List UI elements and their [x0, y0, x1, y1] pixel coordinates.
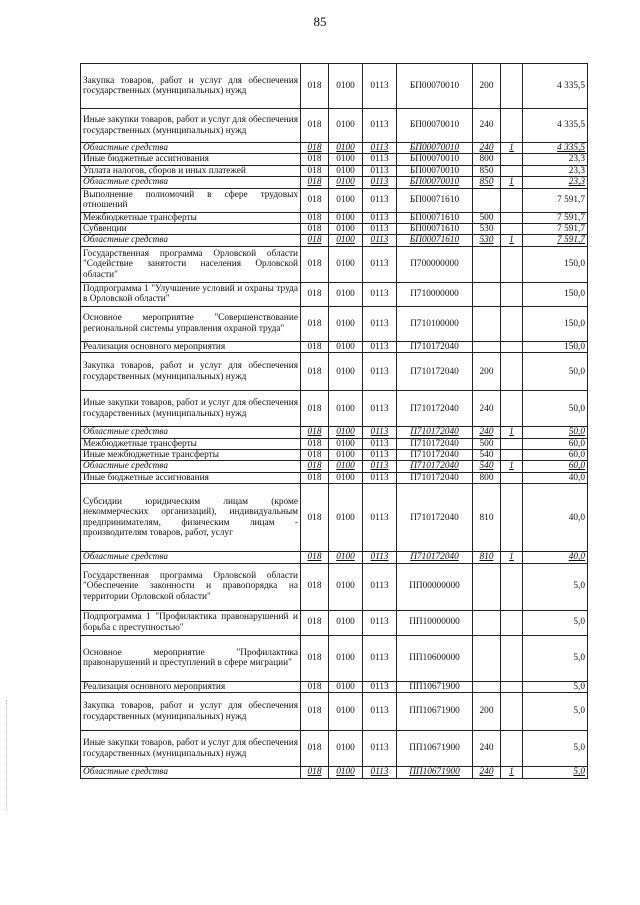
ministry-code-cell: 018	[301, 472, 329, 483]
amount-cell: 40,0	[523, 552, 588, 563]
section-code-cell: 0100	[329, 610, 363, 635]
row-name-cell: Основное мероприятие "Совершенствование региональной системы управления охраной труда"	[81, 306, 301, 341]
subsection-code-cell: 0113	[363, 154, 397, 165]
target-article-cell: ПП10671900	[397, 693, 473, 731]
target-article-cell: П710172040	[397, 341, 473, 352]
section-code-cell: 0100	[329, 212, 363, 223]
target-article-cell: ПП10600000	[397, 635, 473, 681]
section-code-cell: 0100	[329, 552, 363, 563]
subsection-code-cell: 0113	[363, 246, 397, 282]
funding-source-cell: 1	[501, 552, 523, 563]
target-article-cell: БП00071610	[397, 235, 473, 246]
funding-source-cell	[501, 563, 523, 610]
target-article-cell: П710172040	[397, 461, 473, 472]
table-row	[81, 484, 588, 552]
target-article-cell: БП00071610	[397, 212, 473, 223]
target-article-cell: П710100000	[397, 306, 473, 341]
target-article-cell: П710000000	[397, 282, 473, 306]
subsection-code-cell: 0113	[363, 767, 397, 778]
table-row	[81, 450, 588, 461]
table-row	[81, 188, 588, 212]
ministry-code-cell: 018	[301, 681, 329, 692]
amount-cell: 23,3	[523, 165, 588, 176]
table-row	[81, 353, 588, 391]
table-row	[81, 731, 588, 767]
subsection-code-cell: 0113	[363, 427, 397, 438]
funding-source-cell: 1	[501, 143, 523, 154]
ministry-code-cell: 018	[301, 282, 329, 306]
funding-source-cell	[501, 450, 523, 461]
section-code-cell: 0100	[329, 235, 363, 246]
ministry-code-cell: 018	[301, 484, 329, 552]
ministry-code-cell: 018	[301, 246, 329, 282]
expense-type-cell: 240	[473, 109, 501, 143]
amount-cell: 50,0	[523, 391, 588, 427]
row-name-cell: Областные средства	[81, 552, 301, 563]
table-row	[81, 235, 588, 246]
row-name-cell: Закупка товаров, работ и услуг для обеспечения государственных (муниципальных) нужд	[81, 693, 301, 731]
section-code-cell: 0100	[329, 341, 363, 352]
target-article-cell: БП00070010	[397, 64, 473, 109]
ministry-code-cell: 018	[301, 610, 329, 635]
table-row	[81, 246, 588, 282]
section-code-cell: 0100	[329, 306, 363, 341]
funding-source-cell: 1	[501, 767, 523, 778]
amount-cell: 7 591,7	[523, 235, 588, 246]
row-name-cell: Государственная программа Орловской области "Обеспечение законности и правопорядка на территории Орловской области"	[81, 563, 301, 610]
row-name-cell: Уплата налогов, сборов и иных платежей	[81, 165, 301, 176]
row-name-cell: Областные средства	[81, 177, 301, 188]
target-article-cell: ПП10671900	[397, 767, 473, 778]
section-code-cell: 0100	[329, 635, 363, 681]
row-name-cell: Межбюджетные трансферты	[81, 438, 301, 449]
section-code-cell: 0100	[329, 246, 363, 282]
target-article-cell: П710172040	[397, 472, 473, 483]
ministry-code-cell: 018	[301, 177, 329, 188]
row-name-cell: Государственная программа Орловской области "Содействие занятости населения Орловской области"	[81, 246, 301, 282]
expense-type-cell	[473, 563, 501, 610]
row-name-cell: Областные средства	[81, 143, 301, 154]
table-row	[81, 391, 588, 427]
expense-type-cell: 240	[473, 767, 501, 778]
expense-type-cell: 810	[473, 484, 501, 552]
amount-cell: 40,0	[523, 472, 588, 483]
section-code-cell: 0100	[329, 484, 363, 552]
funding-source-cell	[501, 610, 523, 635]
subsection-code-cell: 0113	[363, 731, 397, 767]
expense-type-cell	[473, 188, 501, 212]
section-code-cell: 0100	[329, 391, 363, 427]
funding-source-cell	[501, 353, 523, 391]
amount-cell: 5,0	[523, 767, 588, 778]
section-code-cell: 0100	[329, 461, 363, 472]
subsection-code-cell: 0113	[363, 165, 397, 176]
section-code-cell: 0100	[329, 109, 363, 143]
subsection-code-cell: 0113	[363, 235, 397, 246]
funding-source-cell	[501, 341, 523, 352]
expense-type-cell: 800	[473, 472, 501, 483]
section-code-cell: 0100	[329, 165, 363, 176]
amount-cell: 23,3	[523, 154, 588, 165]
target-article-cell: БП00070010	[397, 177, 473, 188]
row-name-cell: Подпрограмма 1 "Улучшение условий и охраны труда в Орловской области"	[81, 282, 301, 306]
expense-type-cell: 540	[473, 461, 501, 472]
funding-source-cell	[501, 212, 523, 223]
row-name-cell: Основное мероприятие "Профилактика правонарушений и преступлений в сфере миграции"	[81, 635, 301, 681]
row-name-cell: Иные закупки товаров, работ и услуг для обеспечения государственных (муниципальных) нужд	[81, 109, 301, 143]
expense-type-cell: 500	[473, 438, 501, 449]
funding-source-cell	[501, 282, 523, 306]
section-code-cell: 0100	[329, 563, 363, 610]
subsection-code-cell: 0113	[363, 461, 397, 472]
table-row	[81, 563, 588, 610]
amount-cell: 40,0	[523, 484, 588, 552]
table-row	[81, 109, 588, 143]
subsection-code-cell: 0113	[363, 109, 397, 143]
amount-cell: 23,3	[523, 177, 588, 188]
row-name-cell: Выполнение полномочий в сфере трудовых отношений	[81, 188, 301, 212]
row-name-cell: Межбюджетные трансферты	[81, 212, 301, 223]
amount-cell: 5,0	[523, 731, 588, 767]
subsection-code-cell: 0113	[363, 391, 397, 427]
target-article-cell: ПП10671900	[397, 681, 473, 692]
amount-cell: 150,0	[523, 341, 588, 352]
ministry-code-cell: 018	[301, 427, 329, 438]
ministry-code-cell: 018	[301, 154, 329, 165]
ministry-code-cell: 018	[301, 188, 329, 212]
expense-type-cell	[473, 282, 501, 306]
target-article-cell: П710172040	[397, 484, 473, 552]
funding-source-cell	[501, 109, 523, 143]
row-name-cell: Реализация основного мероприятия	[81, 341, 301, 352]
row-name-cell: Иные межбюджетные трансферты	[81, 450, 301, 461]
expense-type-cell: 240	[473, 427, 501, 438]
table-row	[81, 154, 588, 165]
amount-cell: 5,0	[523, 563, 588, 610]
ministry-code-cell: 018	[301, 235, 329, 246]
expense-type-cell	[473, 610, 501, 635]
subsection-code-cell: 0113	[363, 438, 397, 449]
amount-cell: 4 335,5	[523, 143, 588, 154]
table-row	[81, 472, 588, 483]
subsection-code-cell: 0113	[363, 282, 397, 306]
section-code-cell: 0100	[329, 188, 363, 212]
budget-table	[80, 63, 588, 779]
subsection-code-cell: 0113	[363, 143, 397, 154]
row-name-cell: Закупка товаров, работ и услуг для обеспечения государственных (муниципальных) нужд	[81, 64, 301, 109]
target-article-cell: П710172040	[397, 353, 473, 391]
expense-type-cell: 200	[473, 353, 501, 391]
row-name-cell: Закупка товаров, работ и услуг для обеспечения государственных (муниципальных) нужд	[81, 353, 301, 391]
ministry-code-cell: 018	[301, 461, 329, 472]
funding-source-cell: 1	[501, 177, 523, 188]
target-article-cell: БП00071610	[397, 224, 473, 235]
expense-type-cell: 200	[473, 64, 501, 109]
amount-cell: 60,0	[523, 461, 588, 472]
amount-cell: 4 335,5	[523, 64, 588, 109]
funding-source-cell	[501, 188, 523, 212]
table-row	[81, 177, 588, 188]
expense-type-cell: 850	[473, 165, 501, 176]
section-code-cell: 0100	[329, 64, 363, 109]
amount-cell: 50,0	[523, 353, 588, 391]
amount-cell: 150,0	[523, 282, 588, 306]
amount-cell: 7 591,7	[523, 224, 588, 235]
section-code-cell: 0100	[329, 353, 363, 391]
subsection-code-cell: 0113	[363, 353, 397, 391]
ministry-code-cell: 018	[301, 212, 329, 223]
section-code-cell: 0100	[329, 681, 363, 692]
ministry-code-cell: 018	[301, 224, 329, 235]
ministry-code-cell: 018	[301, 306, 329, 341]
funding-source-cell: 1	[501, 427, 523, 438]
row-name-cell: Иные закупки товаров, работ и услуг для обеспечения государственных (муниципальных) нужд	[81, 731, 301, 767]
ministry-code-cell: 018	[301, 165, 329, 176]
table-row	[81, 552, 588, 563]
row-name-cell: Иные бюджетные ассигнования	[81, 472, 301, 483]
funding-source-cell	[501, 731, 523, 767]
table-row	[81, 224, 588, 235]
expense-type-cell: 500	[473, 212, 501, 223]
subsection-code-cell: 0113	[363, 306, 397, 341]
ministry-code-cell: 018	[301, 450, 329, 461]
amount-cell: 5,0	[523, 693, 588, 731]
subsection-code-cell: 0113	[363, 635, 397, 681]
target-article-cell: БП00070010	[397, 165, 473, 176]
table-row	[81, 610, 588, 635]
subsection-code-cell: 0113	[363, 177, 397, 188]
section-code-cell: 0100	[329, 693, 363, 731]
table-row	[81, 341, 588, 352]
ministry-code-cell: 018	[301, 143, 329, 154]
section-code-cell: 0100	[329, 450, 363, 461]
row-name-cell: Субсидии юридическим лицам (кроме некоммерческих организаций), индивидуальным предпринимателям, физическим лицам - производителям товаров, работ, услуг	[81, 484, 301, 552]
expense-type-cell: 810	[473, 552, 501, 563]
row-name-cell: Реализация основного мероприятия	[81, 681, 301, 692]
page-number: 85	[313, 14, 327, 29]
row-name-cell: Подпрограмма 1 "Профилактика правонарушений и борьба с преступностью"	[81, 610, 301, 635]
amount-cell: 5,0	[523, 635, 588, 681]
funding-source-cell	[501, 484, 523, 552]
funding-source-cell	[501, 438, 523, 449]
row-name-cell: Иные закупки товаров, работ и услуг для обеспечения государственных (муниципальных) нужд	[81, 391, 301, 427]
table-row	[81, 681, 588, 692]
ministry-code-cell: 018	[301, 353, 329, 391]
ministry-code-cell: 018	[301, 731, 329, 767]
amount-cell: 150,0	[523, 246, 588, 282]
section-code-cell: 0100	[329, 438, 363, 449]
table-row	[81, 165, 588, 176]
funding-source-cell	[501, 165, 523, 176]
row-name-cell: Областные средства	[81, 235, 301, 246]
subsection-code-cell: 0113	[363, 552, 397, 563]
amount-cell: 5,0	[523, 610, 588, 635]
section-code-cell: 0100	[329, 731, 363, 767]
table-row	[81, 427, 588, 438]
subsection-code-cell: 0113	[363, 484, 397, 552]
target-article-cell: П710172040	[397, 427, 473, 438]
expense-type-cell: 530	[473, 224, 501, 235]
target-article-cell: ПП10000000	[397, 610, 473, 635]
table-row	[81, 64, 588, 109]
subsection-code-cell: 0113	[363, 212, 397, 223]
ministry-code-cell: 018	[301, 109, 329, 143]
expense-type-cell: 240	[473, 143, 501, 154]
amount-cell: 150,0	[523, 306, 588, 341]
amount-cell: 60,0	[523, 450, 588, 461]
funding-source-cell	[501, 635, 523, 681]
row-name-cell: Областные средства	[81, 767, 301, 778]
funding-source-cell	[501, 391, 523, 427]
ministry-code-cell: 018	[301, 391, 329, 427]
row-name-cell: Иные бюджетные ассигнования	[81, 154, 301, 165]
target-article-cell: П710172040	[397, 450, 473, 461]
target-article-cell: БП00070010	[397, 154, 473, 165]
amount-cell: 7 591,7	[523, 212, 588, 223]
target-article-cell: ПП00000000	[397, 563, 473, 610]
target-article-cell: П710172040	[397, 552, 473, 563]
ministry-code-cell: 018	[301, 635, 329, 681]
amount-cell: 7 591,7	[523, 188, 588, 212]
target-article-cell: П710172040	[397, 438, 473, 449]
target-article-cell: БП00070010	[397, 109, 473, 143]
section-code-cell: 0100	[329, 143, 363, 154]
subsection-code-cell: 0113	[363, 450, 397, 461]
table-row	[81, 635, 588, 681]
table-row	[81, 438, 588, 449]
target-article-cell: ПП10671900	[397, 731, 473, 767]
funding-source-cell	[501, 246, 523, 282]
subsection-code-cell: 0113	[363, 610, 397, 635]
funding-source-cell	[501, 64, 523, 109]
expense-type-cell: 850	[473, 177, 501, 188]
table-row	[81, 461, 588, 472]
table-row	[81, 693, 588, 731]
row-name-cell: Областные средства	[81, 427, 301, 438]
subsection-code-cell: 0113	[363, 64, 397, 109]
section-code-cell: 0100	[329, 224, 363, 235]
ministry-code-cell: 018	[301, 438, 329, 449]
expense-type-cell	[473, 246, 501, 282]
target-article-cell: БП00071610	[397, 188, 473, 212]
table-body	[81, 64, 588, 779]
row-name-cell: Субвенции	[81, 224, 301, 235]
ministry-code-cell: 018	[301, 341, 329, 352]
ministry-code-cell: 018	[301, 693, 329, 731]
ministry-code-cell: 018	[301, 767, 329, 778]
subsection-code-cell: 0113	[363, 681, 397, 692]
section-code-cell: 0100	[329, 154, 363, 165]
subsection-code-cell: 0113	[363, 472, 397, 483]
table-row	[81, 212, 588, 223]
expense-type-cell: 540	[473, 450, 501, 461]
target-article-cell: БП00070010	[397, 143, 473, 154]
target-article-cell: П710172040	[397, 391, 473, 427]
amount-cell: 60,0	[523, 438, 588, 449]
ministry-code-cell: 018	[301, 563, 329, 610]
funding-source-cell	[501, 693, 523, 731]
section-code-cell: 0100	[329, 472, 363, 483]
scan-margin-marks	[6, 700, 9, 810]
row-name-cell: Областные средства	[81, 461, 301, 472]
subsection-code-cell: 0113	[363, 563, 397, 610]
table-row	[81, 282, 588, 306]
section-code-cell: 0100	[329, 767, 363, 778]
expense-type-cell: 240	[473, 391, 501, 427]
expense-type-cell: 240	[473, 731, 501, 767]
target-article-cell: П700000000	[397, 246, 473, 282]
subsection-code-cell: 0113	[363, 224, 397, 235]
section-code-cell: 0100	[329, 177, 363, 188]
expense-type-cell: 800	[473, 154, 501, 165]
expense-type-cell	[473, 635, 501, 681]
expense-type-cell	[473, 341, 501, 352]
funding-source-cell	[501, 306, 523, 341]
ministry-code-cell: 018	[301, 552, 329, 563]
funding-source-cell: 1	[501, 235, 523, 246]
table-row	[81, 306, 588, 341]
amount-cell: 50,0	[523, 427, 588, 438]
expense-type-cell: 530	[473, 235, 501, 246]
expense-type-cell: 200	[473, 693, 501, 731]
amount-cell: 5,0	[523, 681, 588, 692]
subsection-code-cell: 0113	[363, 341, 397, 352]
subsection-code-cell: 0113	[363, 693, 397, 731]
expense-type-cell	[473, 681, 501, 692]
section-code-cell: 0100	[329, 282, 363, 306]
ministry-code-cell: 018	[301, 64, 329, 109]
funding-source-cell	[501, 154, 523, 165]
funding-source-cell	[501, 681, 523, 692]
funding-source-cell	[501, 224, 523, 235]
table-row	[81, 767, 588, 778]
subsection-code-cell: 0113	[363, 188, 397, 212]
section-code-cell: 0100	[329, 427, 363, 438]
amount-cell: 4 335,5	[523, 109, 588, 143]
expense-type-cell	[473, 306, 501, 341]
table-row	[81, 143, 588, 154]
funding-source-cell: 1	[501, 461, 523, 472]
funding-source-cell	[501, 472, 523, 483]
